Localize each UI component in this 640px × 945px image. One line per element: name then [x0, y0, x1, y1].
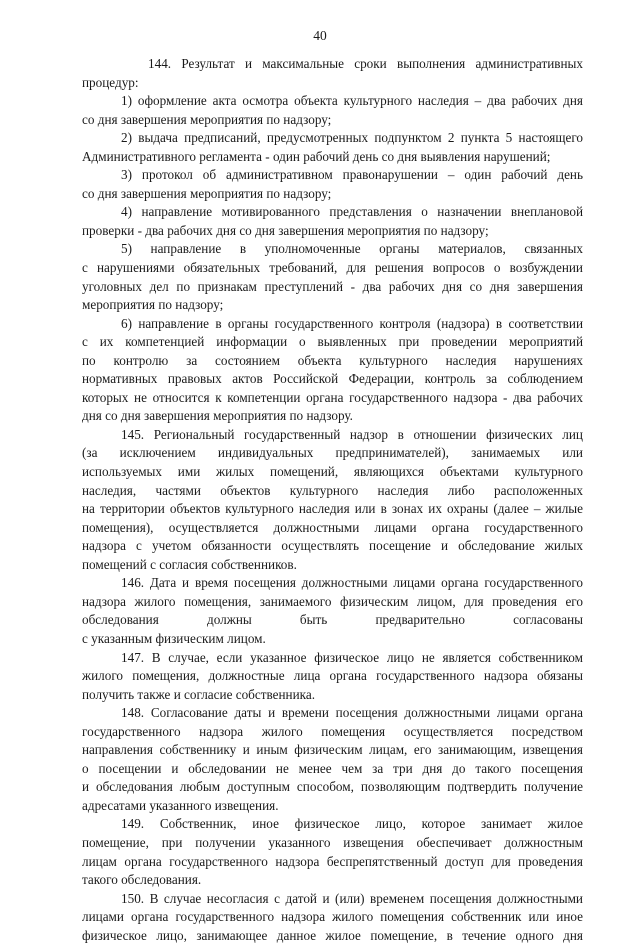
text-line: 5) направление в уполномоченные органы материалов, связанных — [121, 241, 583, 257]
text-line: наследия, частями объектов культурного наследия либо расположенных — [82, 482, 583, 498]
text-line: надзора жилого помещения, занимаемого физическим лицом, для проведения его — [82, 593, 583, 609]
text-line: адресатами указанного извещения. — [82, 797, 279, 813]
text-line: жилого помещения, должностные лица органа государственного надзора обязаны — [82, 668, 583, 684]
text-line: 3) протокол об административном правонарушении – один рабочий день — [121, 167, 583, 183]
text-line: процедур: — [82, 74, 139, 90]
text-line: лицами органа государственного надзора жилого помещения собственник или иное — [82, 909, 583, 925]
text-line: со дня завершения мероприятия по надзору; — [82, 111, 332, 127]
text-line: государственного надзора жилого помещения осуществляется посредством — [82, 723, 583, 739]
text-line: по контролю за состоянием объекта культурного наследия нарушениях — [82, 352, 583, 368]
text-line: о посещении и обследовании не менее чем за три дня до такого посещения — [82, 760, 583, 776]
text-line: помещения), осуществляется должностными лицами органа государственного — [82, 519, 583, 535]
document-body — [82, 55, 583, 945]
text-line: Административного регламента - один рабочий день со дня выявления нарушений; — [82, 148, 551, 164]
text-line: такого обследования. — [82, 872, 202, 888]
text-line: проверки - два рабочих дня со дня завершения мероприятия по надзору; — [82, 222, 489, 238]
text-line: обследования должны быть предварительно согласованы — [82, 612, 583, 628]
text-line: 145. Региональный государственный надзор в отношении физических лиц — [121, 426, 583, 442]
text-line: которых не относится к компетенции органа государственного надзора - два рабочих — [82, 389, 583, 405]
text-line: 6) направление в органы государственного контроля (надзора) в соответствии — [121, 315, 583, 331]
text-line: 150. В случае несогласия с датой и (или) временем посещения должностными — [121, 890, 583, 906]
text-line: со дня завершения мероприятия по надзору; — [82, 185, 332, 201]
text-line: 1) оформление акта осмотра объекта культурного наследия – два рабочих дня — [121, 93, 583, 109]
text-line: лицам органа государственного надзора беспрепятственный доступ для проведения — [82, 853, 583, 869]
text-line: (за исключением индивидуальных предпринимателей), занимаемых или — [82, 445, 583, 461]
text-line: получить также и согласие собственника. — [82, 686, 316, 702]
text-line: нормативных правовых актов Российской Федерации, контроль за соблюдением — [82, 371, 583, 387]
text-line: помещений с согласия собственников. — [82, 556, 297, 572]
text-line: дня со дня завершения мероприятия по надзору. — [82, 408, 353, 424]
text-line: мероприятия по надзору; — [82, 297, 224, 313]
page-number: 40 — [313, 28, 327, 43]
text-line: физическое лицо, занимающее данное жилое помещение, в течение одного дня — [82, 927, 583, 943]
text-line: с указанным физическим лицом. — [82, 630, 266, 646]
text-line: уголовных дел по признакам преступлений - два рабочих дня со дня завершения — [82, 278, 583, 294]
text-line: 2) выдача предписаний, предусмотренных подпунктом 2 пункта 5 настоящего — [121, 130, 583, 146]
text-line: 147. В случае, если указанное физическое лицо не является собственником — [121, 649, 583, 665]
text-line: 144. Результат и максимальные сроки выполнения административных — [148, 56, 583, 71]
text-line: с их компетенцией информации о выявленных при проведении мероприятий — [82, 334, 583, 350]
text-line: 146. Дата и время посещения должностными лицами органа государственного — [121, 575, 583, 591]
text-line: с нарушениями обязательных требований, для решения вопросов о возбуждении — [82, 260, 583, 276]
text-line: 149. Собственник, иное физическое лицо, которое занимает жилое — [121, 816, 583, 832]
text-line: направления собственнику и иным физическим лицам, его занимающим, извещения — [82, 742, 583, 758]
text-line: 4) направление мотивированного представления о назначении внеплановой — [121, 204, 583, 220]
text-line: 148. Согласование даты и времени посещения должностными лицами органа — [121, 705, 583, 721]
text-line: на территории объектов культурного наследия или в зонах их охраны (далее – жилые — [82, 501, 583, 517]
text-line: и обследования любым доступным способом, позволяющим подтвердить получение — [82, 779, 583, 795]
text-line: помещение, при получении указанного извещения обеспечивает должностным — [82, 834, 583, 850]
text-line: используемых ими жилых помещений, являющихся объектами культурного — [82, 464, 583, 480]
text-line: надзора с учетом обязанности осуществлять посещение и обследование жилых — [82, 538, 583, 554]
